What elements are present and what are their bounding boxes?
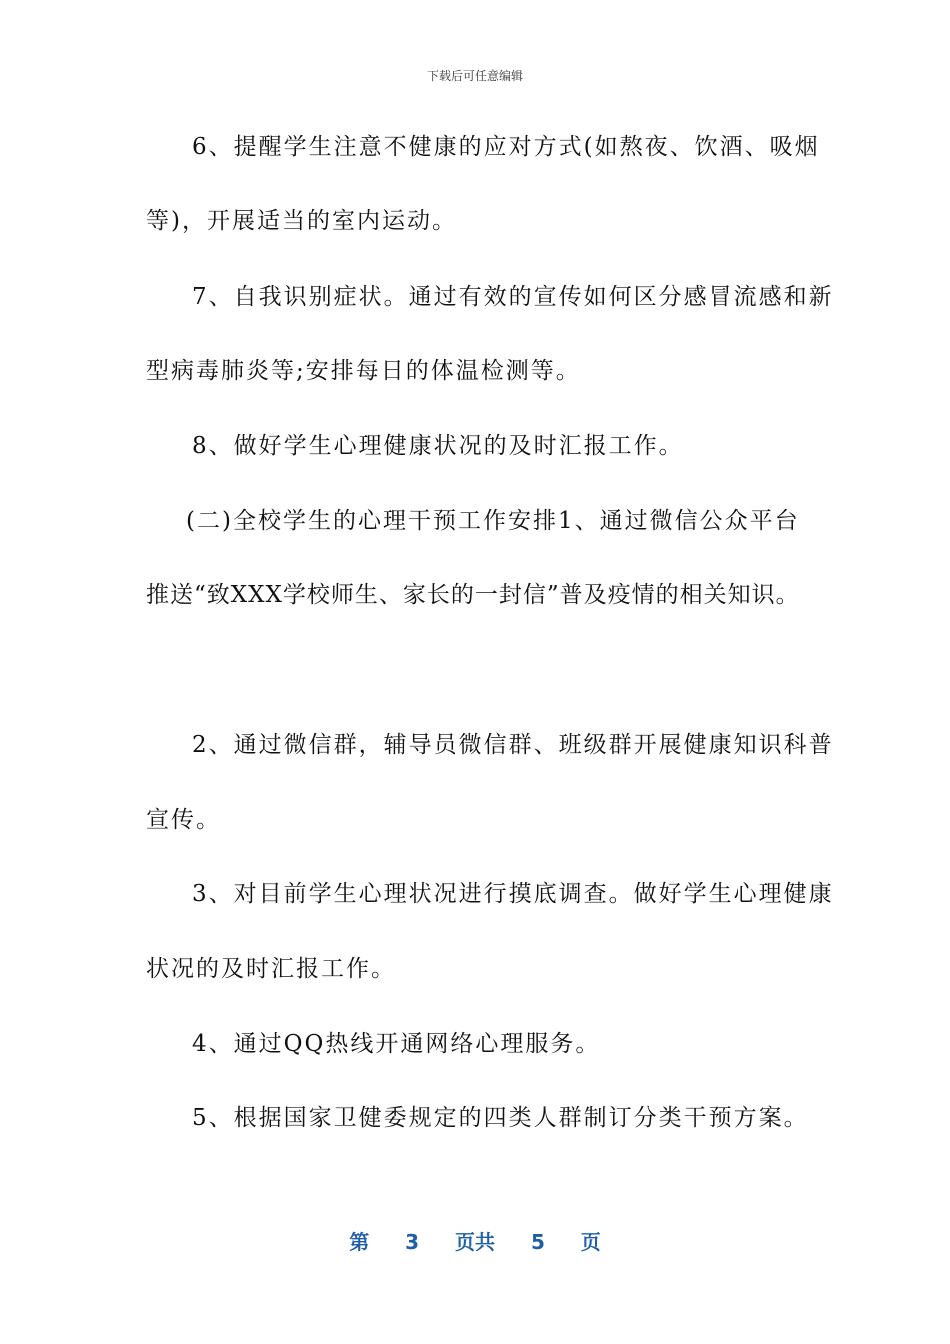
- paragraph-line: (二)全校学生的心理干预工作安排1、通过微信公众平台: [186, 508, 800, 534]
- paragraph-line: 状况的及时汇报工作。: [146, 956, 396, 982]
- paragraph-line: 等)，开展适当的室内运动。: [146, 208, 457, 234]
- footer-label-page: 第: [349, 1230, 370, 1254]
- paragraph-line: 8、做好学生心理健康状况的及时汇报工作。: [192, 433, 684, 459]
- current-page-number: 3: [405, 1230, 420, 1254]
- paragraph-line: 4、通过QQ热线开通网络心理服务。: [192, 1031, 601, 1057]
- page-footer: [0, 1226, 950, 1255]
- paragraph-line: 5、根据国家卫健委规定的四类人群制订分类干预方案。: [192, 1105, 809, 1131]
- footer-label-of: 页共: [455, 1230, 495, 1254]
- paragraph-line: 型病毒肺炎等;安排每日的体温检测等。: [146, 358, 581, 384]
- footer-label-end: 页: [580, 1230, 601, 1254]
- paragraph-line: 6、提醒学生注意不健康的应对方式(如熬夜、饮酒、吸烟: [192, 134, 820, 160]
- total-pages-number: 5: [530, 1230, 545, 1254]
- paragraph-line: 3、对目前学生心理状况进行摸底调查。做好学生心理健康: [192, 881, 834, 907]
- paragraph-line: 7、自我识别症状。通过有效的宣传如何区分感冒流感和新: [192, 284, 834, 310]
- header-note: 下载后可任意编辑: [426, 69, 523, 83]
- paragraph-line: 2、通过微信群，辅导员微信群、班级群开展健康知识科普: [192, 732, 834, 758]
- paragraph-line: 推送“致XXX学校师生、家长的一封信”普及疫情的相关知识。: [146, 582, 800, 608]
- paragraph-line: 宣传。: [146, 807, 221, 833]
